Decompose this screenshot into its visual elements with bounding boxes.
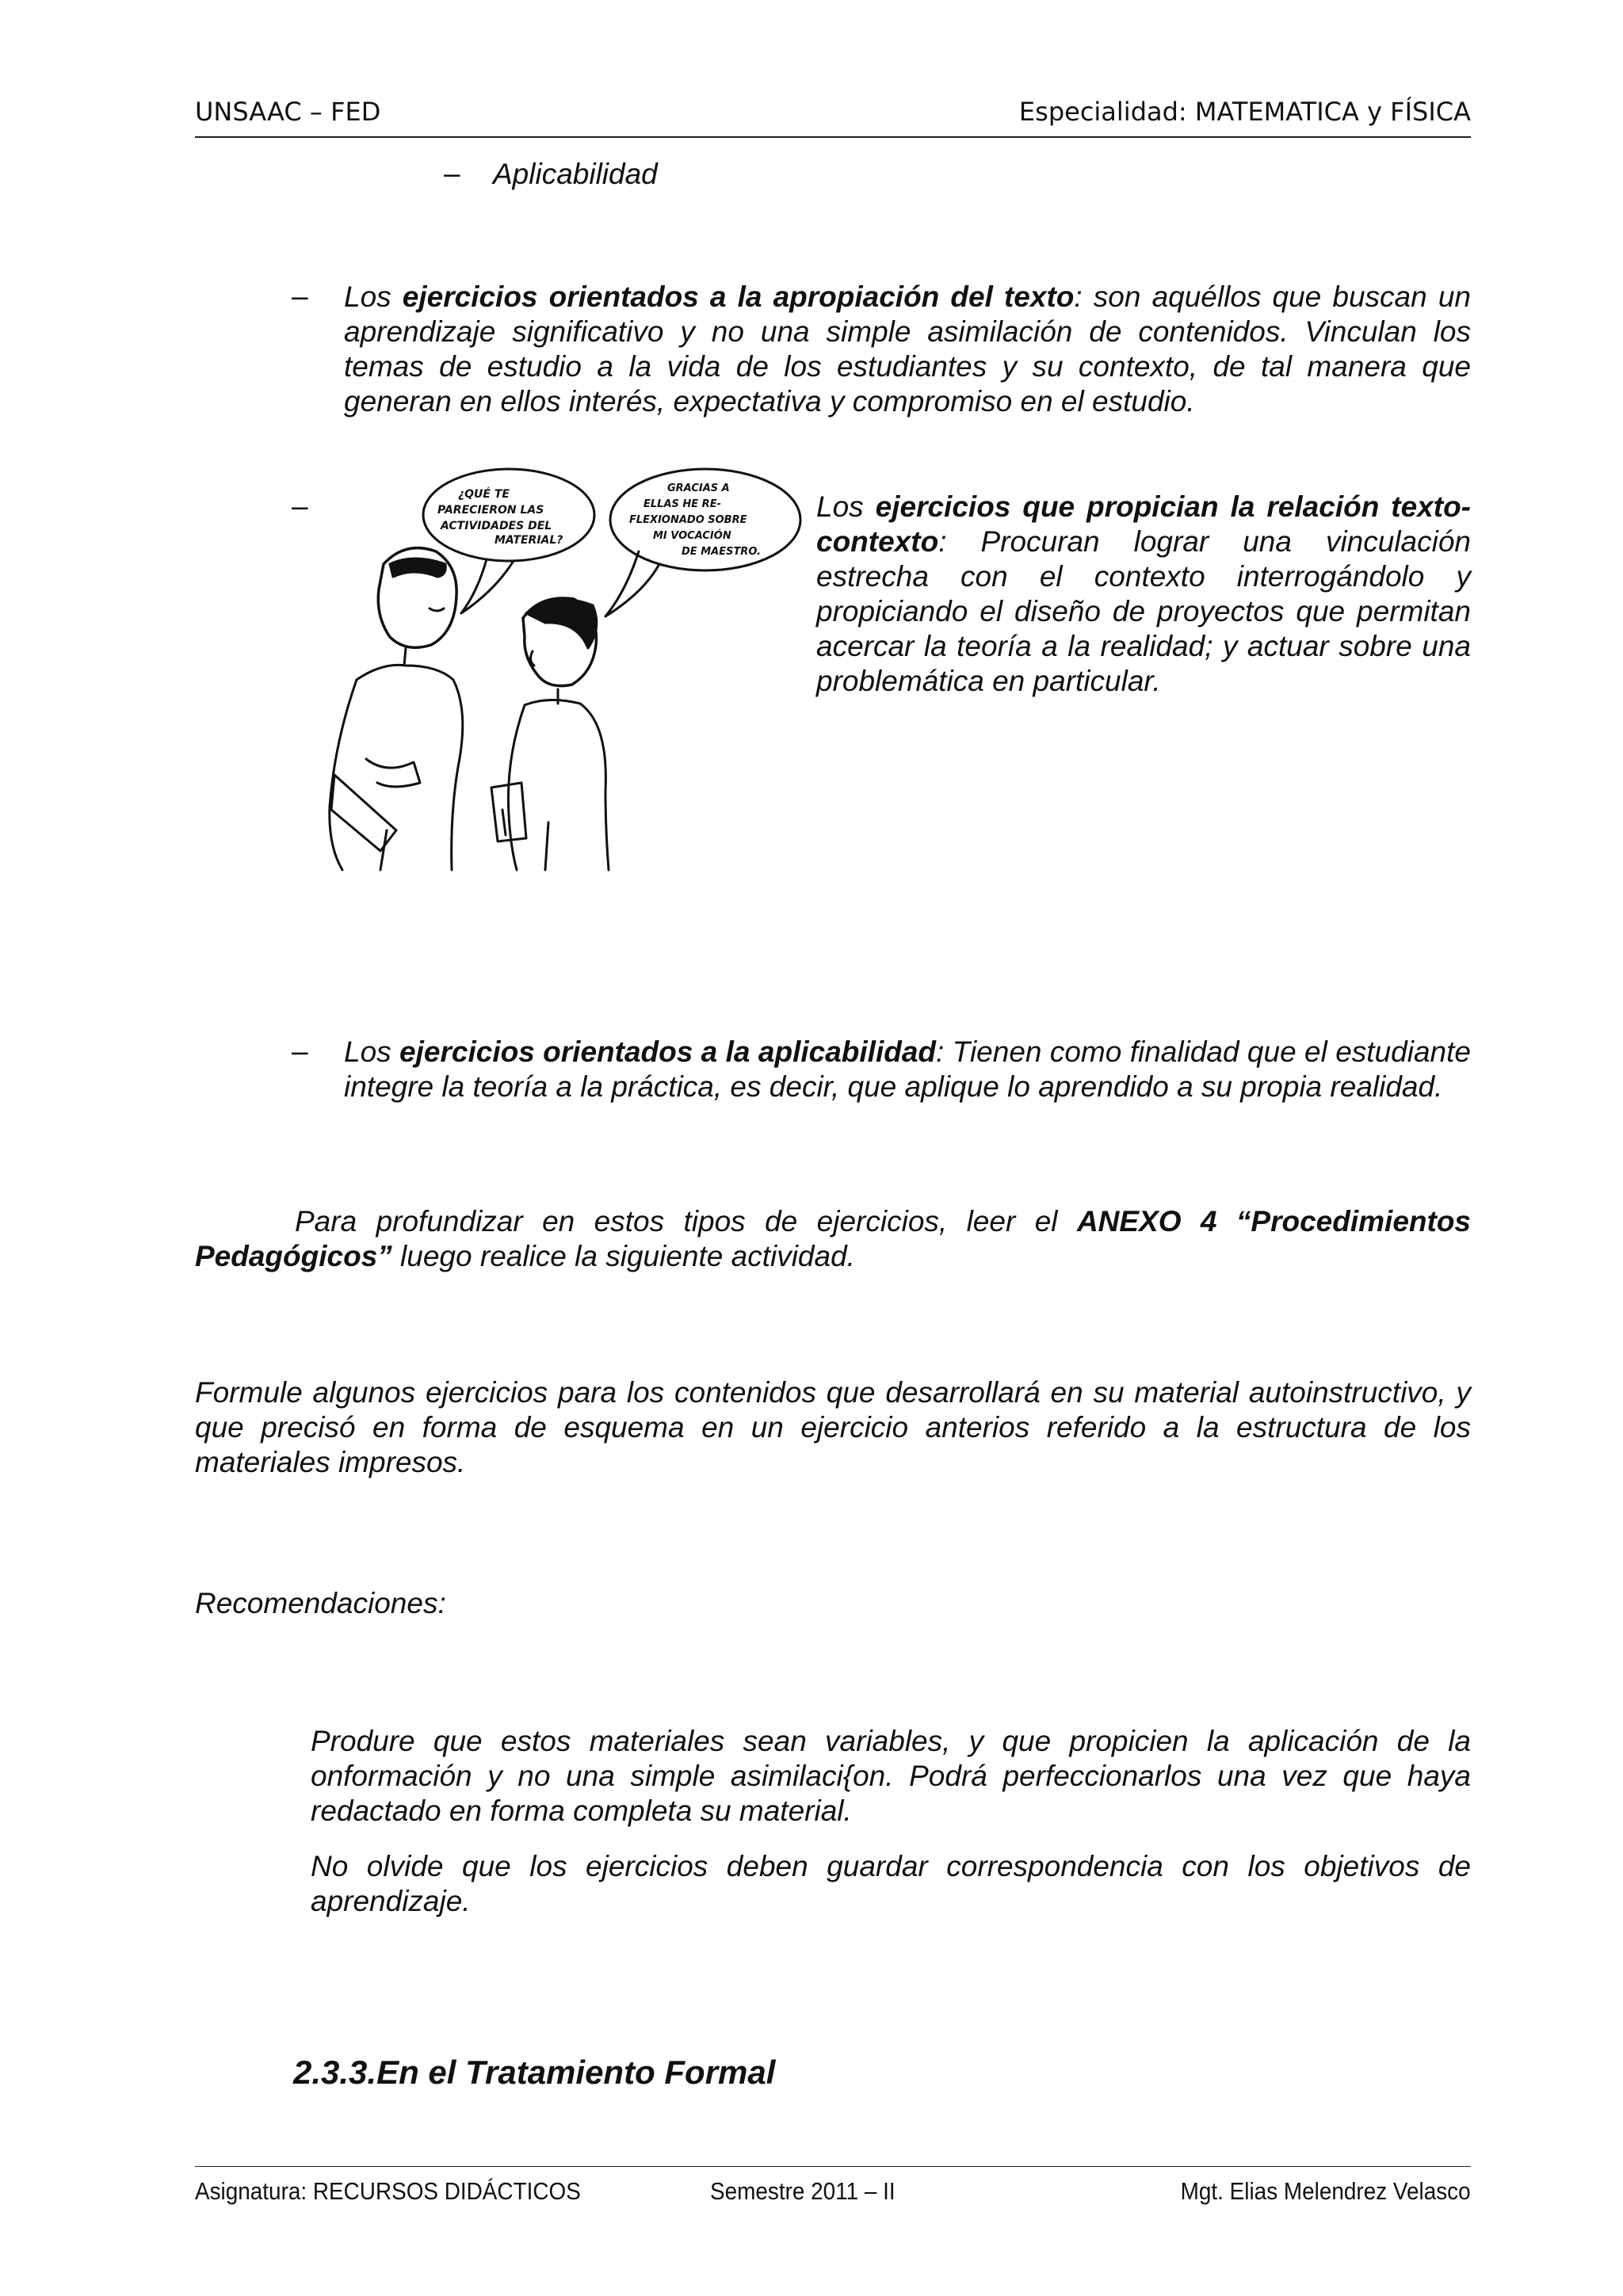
footer-right-text: Mgt. Elias Melendrez Velasco [1181,2177,1471,2205]
para-profundizar-lead: Para profundizar en estos tipos de ejercicios, leer el [295,1205,1077,1238]
header-left: UNSAAC – FED [195,97,381,127]
footer-left: Asignatura: RECURSOS DIDÁCTICOS [195,2177,581,2205]
dash-bullet: – [292,280,308,312]
section-heading: 2.3.3.En el Tratamiento Formal [293,2054,776,2091]
bubble-right-line: MI VOCACIÓN [653,530,731,542]
item-aplicabilidad-lead: Los [344,1035,400,1068]
para-profundizar-bold: ANEXO 4 “Procedimientos Pedagógicos” [195,1205,1472,1272]
item-aplicabilidad-rest: : Tienen como finalidad que el estudiante integre la teoría a la práctica, es decir, que aplique lo aprendido a su propia realidad. [344,1035,1471,1103]
speech-bubble-left [423,469,594,613]
dash-bullet: – [444,157,460,189]
bubble-right-line: FLEXIONADO SOBRE [629,514,747,526]
bubble-right-line: DE MAESTRO. [682,546,762,558]
item-apropiacion [344,280,1471,419]
list-item-aplicabilidad: Aplicabilidad [493,158,658,190]
footer-rule [195,2166,1471,2167]
left-person [330,548,463,870]
item-aplicabilidad [344,1035,1471,1104]
item-apropiacion-bold: ejercicios orientados a la apropiación del texto [402,280,1075,313]
item-apropiacion-lead: Los [344,280,403,313]
bubble-left-line: ¿QUÉ TE [458,488,510,501]
right-person [491,598,609,870]
item-relacion-bold: ejercicios que propician la relación texto-contexto [816,490,1471,558]
speech-bubble-right [605,469,800,616]
dash-bullet: – [292,490,308,522]
recommendations-title: Recomendaciones: [195,1587,446,1619]
item-relacion-rest: : Procuran lograr una vinculación estrecha con el contexto interrogándolo y propiciando el diseño de proyectos que permitan acercar la teoría a la realidad; y actuar sobre una problemática en particular. [816,525,1471,697]
recommendation-2: No olvide que los ejercicios deben guardar correspondencia con los objetivos de aprendizaje. [311,1850,1471,1917]
footer-right [1148,2177,1471,2206]
para-profundizar [195,1204,1471,1274]
bubble-right-line: ELLAS HE RE- [643,498,721,510]
header-right: Especialidad: MATEMATICA y FÍSICA [1018,97,1471,127]
recommendation-1: Produre que estos materiales sean variables, y que propicien la aplicación de la onformación y no una simple asimilaci{on. Podrá perfeccionarlos una vez que haya redactado en forma completa su material. [311,1725,1471,1827]
activity-text: Formule algunos ejercicios para los contenidos que desarrollará en su material autoinstructivo, y que precisó en forma de esquema en un ejercicio anterios referido a la estructura de los materiales impresos. [195,1376,1471,1478]
item-relacion-lead: Los [816,490,876,523]
bubble-left-line: PARECIERON LAS [437,504,544,517]
cartoon-illustration [311,458,810,876]
footer-center: Semestre 2011 – II [710,2177,896,2205]
bubble-left-line: MATERIAL? [495,534,563,547]
item-aplicabilidad-bold: ejercicios orientados a la aplicabilidad [399,1035,936,1068]
item-relacion [816,490,1471,699]
header-rule [195,136,1471,138]
bubble-right-line: GRACIAS A [667,482,730,494]
para-profundizar-rest: luego realice la siguiente actividad. [391,1240,855,1272]
dash-bullet: – [292,1035,308,1067]
bubble-left-line: ACTIVIDADES DEL [441,520,552,532]
item-apropiacion-rest: : son aquéllos que buscan un aprendizaje significativo y no una simple asimilación de contenidos. Vinculan los temas de estudio a la vida de los estudiantes y su contexto, de tal manera que generan en ellos interés, expectativa y compromiso en el estudio. [344,280,1471,418]
